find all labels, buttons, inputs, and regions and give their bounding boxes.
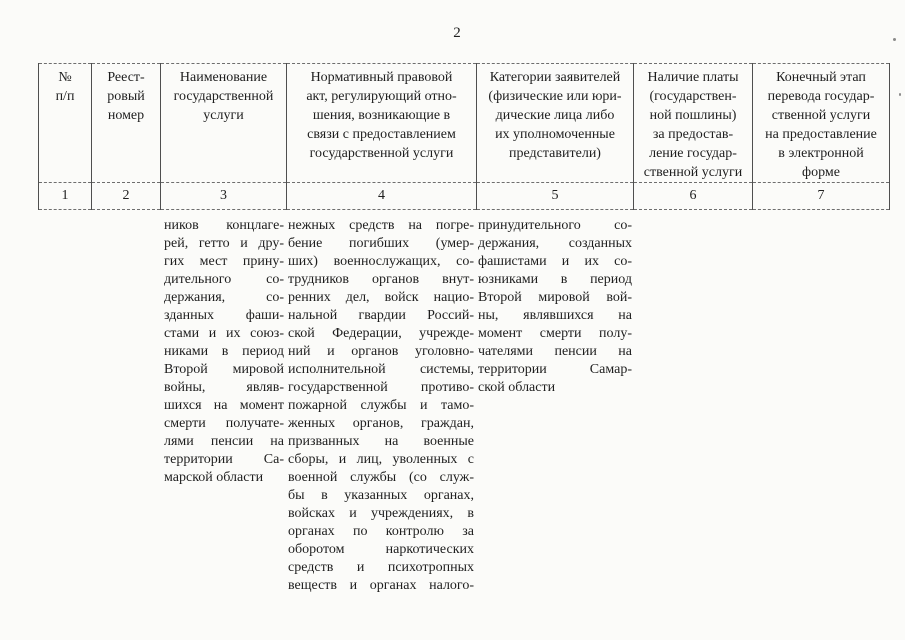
text-line: ренних дел, войск нацио- (288, 290, 474, 305)
text-line: бение погибших (умер- (288, 236, 474, 251)
text-line: Наименование (179, 70, 268, 85)
text-line: держания, созданных (478, 236, 632, 251)
text-line: связи с предоставлением (307, 127, 456, 142)
text-line: ление государ- (649, 146, 737, 161)
column-header-fee (634, 64, 753, 183)
legal-act-text (288, 217, 474, 595)
text-line: смерти получате- (164, 416, 284, 431)
text-line: Категории заявителей (489, 70, 621, 85)
scan-artifact (899, 93, 901, 96)
text-line: войсках и учреждениях, в (288, 506, 474, 521)
text-line: пожарной службы и тамо- (288, 398, 474, 413)
text-line: территории Са- (164, 452, 284, 467)
text-line: ровый (107, 89, 145, 104)
text-line: ской области (478, 380, 556, 395)
text-line: веществ и органах налого- (288, 578, 474, 593)
table-header-row (39, 64, 890, 183)
text-line: марской области (164, 470, 264, 485)
column-number-2: 2 (92, 183, 161, 210)
text-line: Нормативный правовой (310, 70, 453, 85)
text-line: Конечный этап (776, 70, 866, 85)
text-line: оборотом наркотических (288, 542, 474, 557)
text-line: трудников органов внут- (288, 272, 474, 287)
text-line: лями пенсии на (164, 434, 284, 449)
text-line: войны, являв- (164, 380, 284, 395)
text-line: юзниками в период (478, 272, 632, 287)
text-line: момент смерти полу- (478, 326, 632, 341)
text-line: ской Федерации, учрежде- (288, 326, 474, 341)
column-header-no (39, 64, 92, 183)
text-line: представители) (509, 146, 601, 161)
text-line: государственной противо- (288, 380, 474, 395)
column-header-applicant-categories (477, 64, 634, 183)
text-line: военной службы (со служ- (288, 470, 474, 485)
service-name-text (164, 217, 284, 487)
text-line: государственной услуги (309, 146, 454, 161)
text-line: территории Самар- (478, 362, 632, 377)
text-line: ний и органов уголовно- (288, 344, 474, 359)
text-line: перевода государ- (767, 89, 875, 104)
text-line: дические лица либо (495, 108, 615, 123)
text-line: бы в указанных органах, (288, 488, 474, 503)
text-line: Наличие платы (647, 70, 739, 85)
text-line: нежных средств на погре- (288, 218, 474, 233)
text-line: исполнительной системы, (288, 362, 474, 377)
column-header-service-name (161, 64, 287, 183)
text-line: гих мест прину- (164, 254, 284, 269)
text-line: держания, со- (164, 290, 284, 305)
text-line: сборы, и лиц, уволенных с (288, 452, 474, 467)
text-line: ной пошлины) (649, 108, 737, 123)
scan-artifact (893, 38, 896, 41)
text-line: услуги (203, 108, 244, 123)
text-line: органах по контролю за (288, 524, 474, 539)
column-number-3: 3 (161, 183, 287, 210)
text-line: дительного со- (164, 272, 284, 287)
text-line: ны, являвшихся на (478, 308, 632, 323)
text-line: шихся на момент (164, 398, 284, 413)
text-line: (государствен- (649, 89, 737, 104)
text-line: нальной гвардии Россий- (288, 308, 474, 323)
text-line: их уполномоченные (495, 127, 615, 142)
text-line: ников концлаге- (164, 218, 284, 233)
text-line: зданных фаши- (164, 308, 284, 323)
column-number-7: 7 (753, 183, 890, 210)
text-line: принудительного со- (478, 218, 632, 233)
text-line: рей, гетто и дру- (164, 236, 284, 251)
text-line: чателями пенсии на (478, 344, 632, 359)
text-line: ственной услуги (771, 108, 871, 123)
text-line: (физические или юри- (488, 89, 622, 104)
applicant-categories-text (478, 217, 632, 397)
column-header-registry-number (92, 64, 161, 183)
column-number-row (39, 183, 890, 210)
column-header-electronic-stage (753, 64, 890, 183)
column-header-legal-act (287, 64, 477, 183)
column-number-5: 5 (477, 183, 634, 210)
text-line: Второй мировой (164, 362, 284, 377)
text-line: номер (107, 108, 145, 123)
text-line: в электронной (778, 146, 864, 161)
text-line: никами в период (164, 344, 284, 359)
text-line: за предостав- (652, 127, 734, 142)
text-line: № (58, 70, 72, 85)
text-line: женных органов, граждан, (288, 416, 474, 431)
text-line: шения, возникающие в (312, 108, 451, 123)
column-number-4: 4 (287, 183, 477, 210)
text-line: Реест- (107, 70, 145, 85)
column-number-1: 1 (39, 183, 92, 210)
text-line: фашистами и их со- (478, 254, 632, 269)
text-line: на предоставление (765, 127, 877, 142)
text-line: средств и психотропных (288, 560, 474, 575)
text-line: форме (802, 165, 840, 180)
text-line: призванных на военные (288, 434, 474, 449)
text-line: государственной (173, 89, 274, 104)
text-line: Второй мировой вой- (478, 290, 632, 305)
page-number: 2 (453, 25, 461, 41)
text-line: акт, регулирующий отно- (306, 89, 457, 104)
text-line: стами и их союз- (164, 326, 284, 341)
text-line: ших) военнослужащих, со- (288, 254, 474, 269)
services-table (38, 63, 890, 210)
text-line: п/п (55, 89, 75, 104)
column-number-6: 6 (634, 183, 753, 210)
text-line: ственной услуги (643, 165, 743, 180)
